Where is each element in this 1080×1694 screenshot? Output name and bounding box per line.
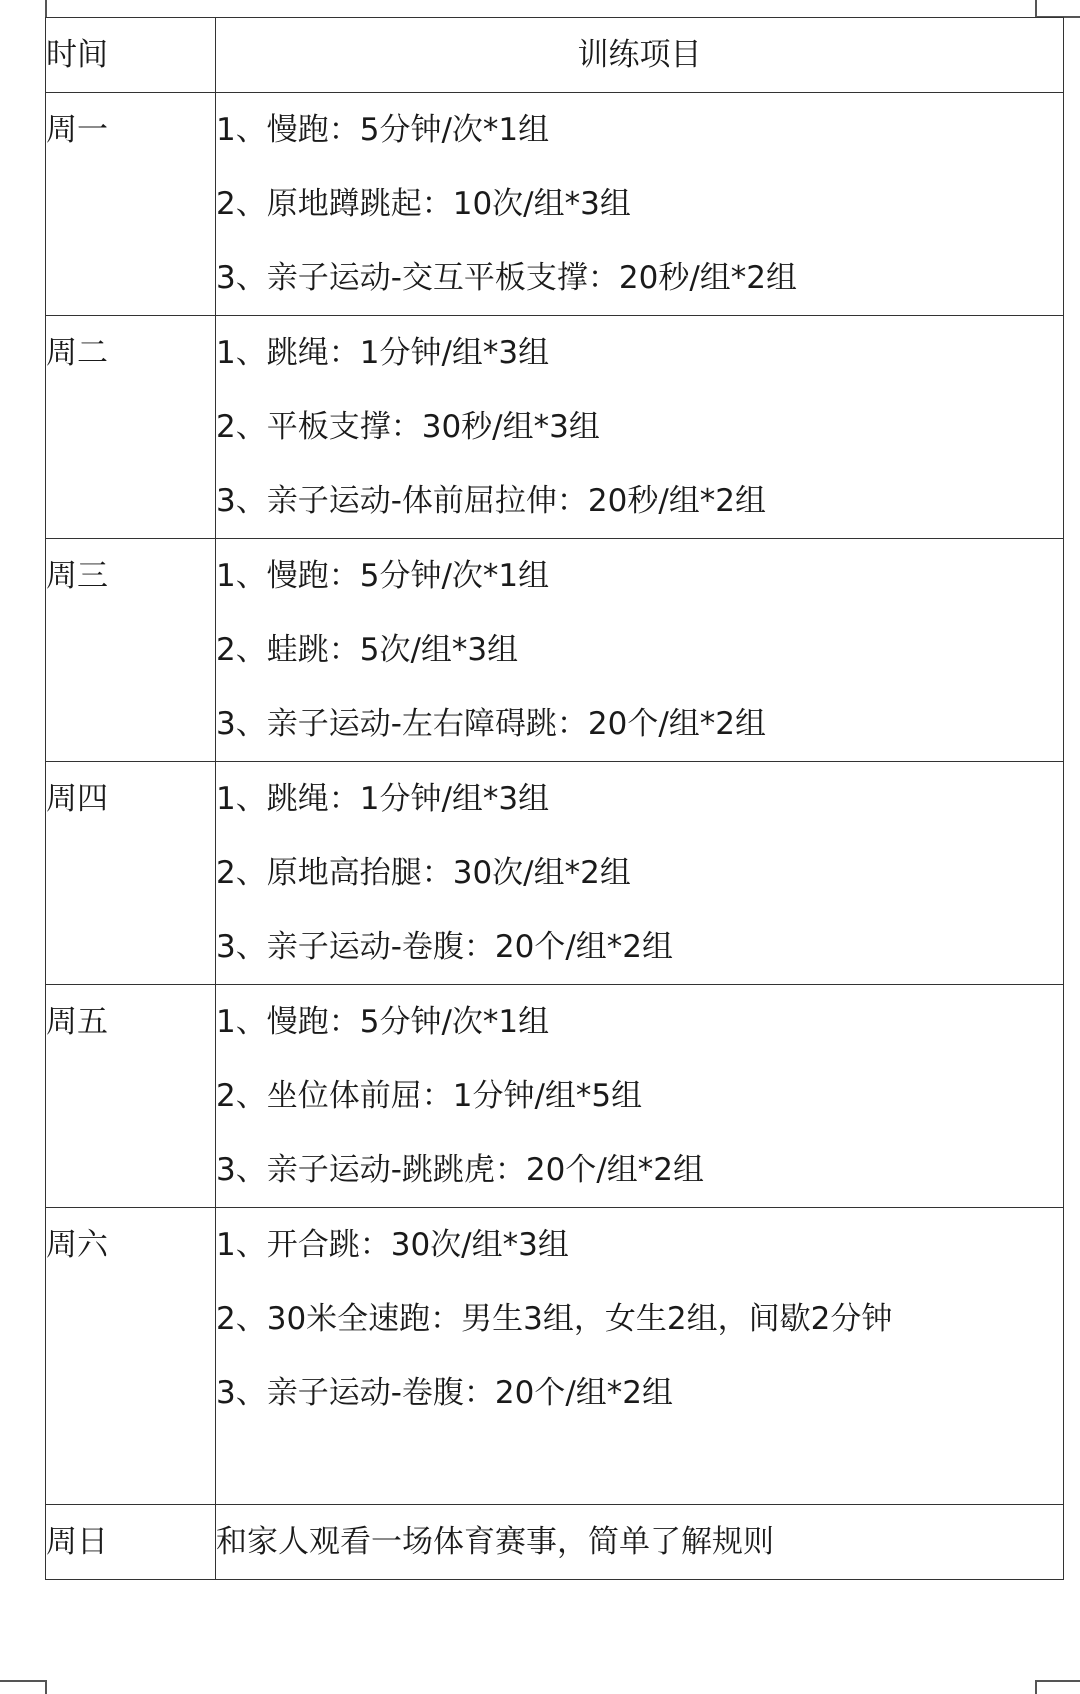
item-line: 2、坐位体前屈：1分钟/组*5组 — [216, 1078, 643, 1114]
table-row — [46, 762, 1064, 985]
training-schedule-table — [45, 17, 1064, 1580]
items-cell — [216, 539, 1064, 762]
table-row — [46, 1208, 1064, 1505]
item-line: 3、亲子运动-体前屈拉伸：20秒/组*2组 — [216, 483, 767, 519]
items-cell — [216, 316, 1064, 539]
table-row — [46, 316, 1064, 539]
corner-mark-bottom-left — [45, 1680, 47, 1694]
item-line: 2、平板支撑：30秒/组*3组 — [216, 409, 600, 445]
day-cell: 周三 — [46, 539, 216, 762]
item-line: 3、亲子运动-交互平板支撑：20秒/组*2组 — [216, 260, 798, 296]
item-line: 1、慢跑：5分钟/次*1组 — [216, 112, 550, 148]
corner-mark-bottom-left-h — [0, 1680, 45, 1682]
items-cell — [216, 985, 1064, 1208]
item-line: 2、30米全速跑：男生3组，女生2组，间歇2分钟 — [216, 1301, 893, 1337]
table-header-row — [46, 18, 1064, 93]
day-cell: 周四 — [46, 762, 216, 985]
day-cell: 周六 — [46, 1208, 216, 1505]
item-line: 3、亲子运动-卷腹：20个/组*2组 — [216, 1375, 674, 1411]
day-cell: 周五 — [46, 985, 216, 1208]
items-cell — [216, 762, 1064, 985]
item-line: 2、原地高抬腿：30次/组*2组 — [216, 855, 631, 891]
header-day: 时间 — [46, 18, 216, 93]
table-row — [46, 539, 1064, 762]
item-line: 和家人观看一场体育赛事，简单了解规则 — [216, 1524, 774, 1560]
items-cell — [216, 93, 1064, 316]
item-line: 2、原地蹲跳起：10次/组*3组 — [216, 186, 631, 222]
item-line: 1、慢跑：5分钟/次*1组 — [216, 558, 550, 594]
item-line: 3、亲子运动-卷腹：20个/组*2组 — [216, 929, 674, 965]
item-line: 2、蛙跳：5次/组*3组 — [216, 632, 519, 668]
item-line: 1、跳绳：1分钟/组*3组 — [216, 335, 550, 371]
item-line: 1、慢跑：5分钟/次*1组 — [216, 1004, 550, 1040]
corner-mark-bottom-right — [1035, 1680, 1037, 1694]
item-line: 3、亲子运动-左右障碍跳：20个/组*2组 — [216, 706, 767, 742]
table-row — [46, 985, 1064, 1208]
corner-mark-bottom-right-h — [1035, 1680, 1080, 1682]
corner-mark-top-left — [45, 0, 47, 17]
items-cell — [216, 1208, 1064, 1505]
day-cell: 周日 — [46, 1505, 216, 1580]
items-cell — [216, 1505, 1064, 1580]
item-line: 1、开合跳：30次/组*3组 — [216, 1227, 569, 1263]
item-line: 1、跳绳：1分钟/组*3组 — [216, 781, 550, 817]
header-items: 训练项目 — [216, 18, 1064, 93]
table-row — [46, 93, 1064, 316]
day-cell: 周二 — [46, 316, 216, 539]
day-cell: 周一 — [46, 93, 216, 316]
table-row — [46, 1505, 1064, 1580]
corner-mark-top-right — [1035, 0, 1037, 17]
item-line: 3、亲子运动-跳跳虎：20个/组*2组 — [216, 1152, 705, 1188]
